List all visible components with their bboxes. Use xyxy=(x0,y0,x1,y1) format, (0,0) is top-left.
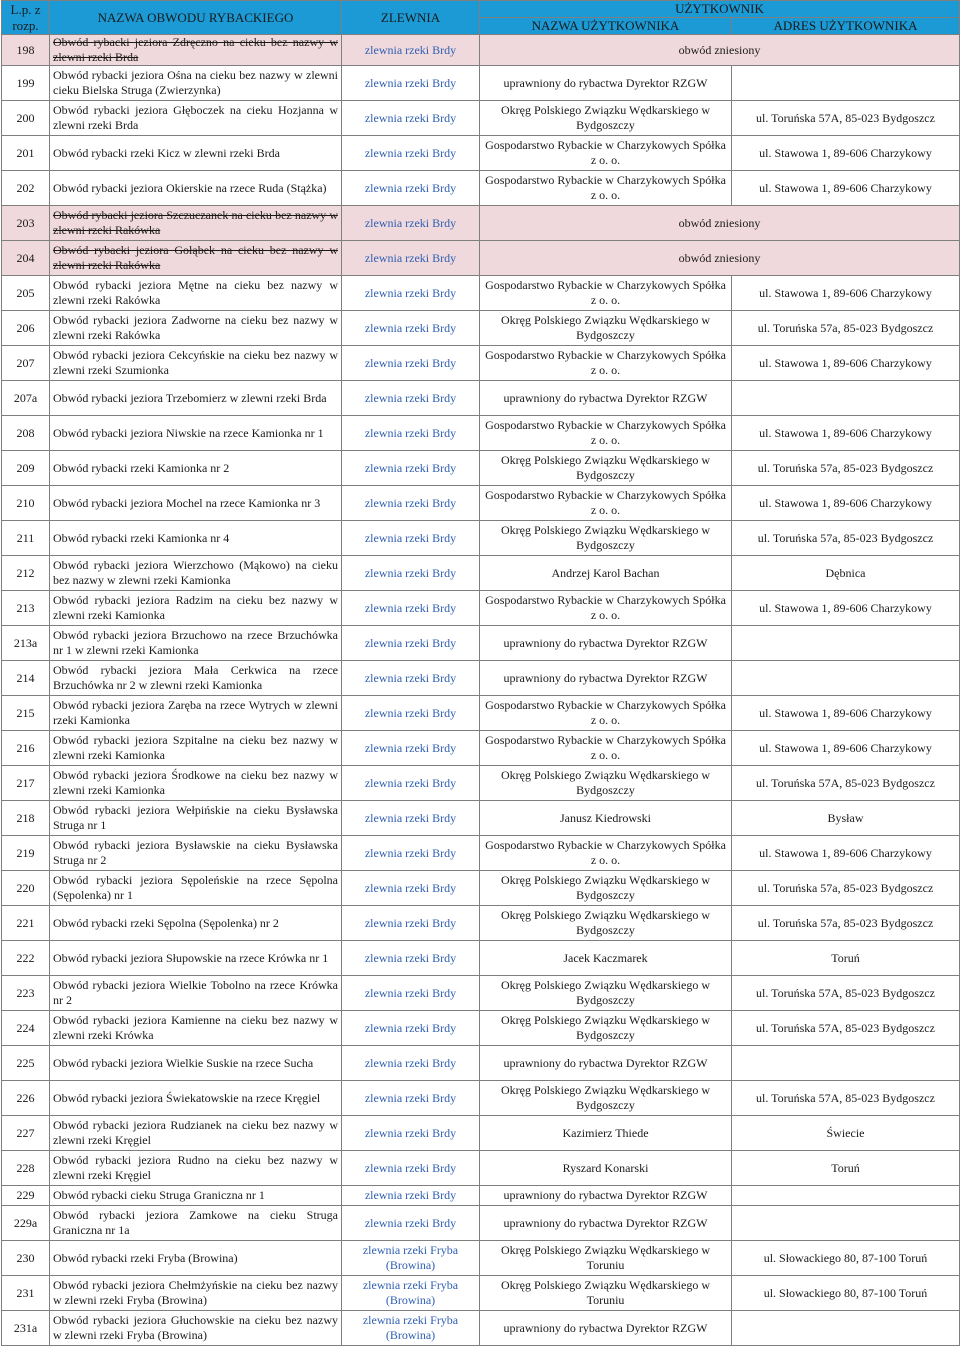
district-name: Obwód rybacki jeziora Świekatowskie na rzece Kręgiel xyxy=(50,1081,342,1116)
row-number: 223 xyxy=(2,976,50,1011)
user-address: ul. Toruńska 57a, 85-023 Bydgoszcz xyxy=(732,871,960,906)
table-row xyxy=(2,1081,960,1116)
user-name: uprawniony do rybactwa Dyrektor RZGW xyxy=(480,1046,732,1081)
catchment: zlewnia rzeki Brdy xyxy=(342,1046,480,1081)
catchment: zlewnia rzeki Brdy xyxy=(342,66,480,101)
district-name: Obwód rybacki jeziora Cekcyńskie na cieku bez nazwy w zlewni rzeki Szumionka xyxy=(50,346,342,381)
table-row xyxy=(2,836,960,871)
district-name: Obwód rybacki jeziora Wełpińskie na cieku Bysławska Struga nr 1 xyxy=(50,801,342,836)
user-address: ul. Toruńska 57A, 85-023 Bydgoszcz xyxy=(732,976,960,1011)
user-name: Gospodarstwo Rybackie w Charzykowych Spółka z o. o. xyxy=(480,696,732,731)
catchment: zlewnia rzeki Brdy xyxy=(342,906,480,941)
catchment: zlewnia rzeki Fryba (Browina) xyxy=(342,1241,480,1276)
row-number: 215 xyxy=(2,696,50,731)
user-name: Okręg Polskiego Związku Wędkarskiego w Bydgoszczy xyxy=(480,871,732,906)
table-row xyxy=(2,556,960,591)
row-number: 229 xyxy=(2,1186,50,1206)
user-address: ul. Toruńska 57a, 85-023 Bydgoszcz xyxy=(732,521,960,556)
district-name: Obwód rybacki jeziora Brzuchowo na rzece Brzuchówka nr 1 w zlewni rzeki Kamionka xyxy=(50,626,342,661)
district-name: Obwód rybacki rzeki Sępolna (Sępolenka) nr 2 xyxy=(50,906,342,941)
district-name: Obwód rybacki jeziora Zdręczno na cieku bez nazwy w zlewni rzeki Brda xyxy=(50,35,342,66)
row-number: 231 xyxy=(2,1276,50,1311)
user-name: uprawniony do rybactwa Dyrektor RZGW xyxy=(480,661,732,696)
user-address: ul. Stawowa 1, 89-606 Charzykowy xyxy=(732,276,960,311)
catchment: zlewnia rzeki Brdy xyxy=(342,35,480,66)
catchment: zlewnia rzeki Brdy xyxy=(342,1011,480,1046)
district-name: Obwód rybacki jeziora Wierzchowo (Mąkowo) na cieku bez nazwy w zlewni rzeki Kamionka xyxy=(50,556,342,591)
catchment: zlewnia rzeki Brdy xyxy=(342,696,480,731)
user-name: uprawniony do rybactwa Dyrektor RZGW xyxy=(480,1206,732,1241)
catchment: zlewnia rzeki Brdy xyxy=(342,206,480,241)
catchment: zlewnia rzeki Brdy xyxy=(342,661,480,696)
table-row-removed xyxy=(2,206,960,241)
catchment: zlewnia rzeki Brdy xyxy=(342,381,480,416)
catchment: zlewnia rzeki Brdy xyxy=(342,311,480,346)
district-name: Obwód rybacki jeziora Zadworne na cieku bez nazwy w zlewni rzeki Rakówka xyxy=(50,311,342,346)
catchment: zlewnia rzeki Brdy xyxy=(342,626,480,661)
catchment: zlewnia rzeki Brdy xyxy=(342,836,480,871)
district-name: Obwód rybacki jeziora Sępoleńskie na rzece Sępolna (Sępolenka) nr 1 xyxy=(50,871,342,906)
user-name: Ryszard Konarski xyxy=(480,1151,732,1186)
user-address xyxy=(732,626,960,661)
user-address: ul. Toruńska 57A, 85-023 Bydgoszcz xyxy=(732,101,960,136)
district-name: Obwód rybacki jeziora Radzim na cieku bez nazwy w zlewni rzeki Kamionka xyxy=(50,591,342,626)
table-row xyxy=(2,766,960,801)
table-row xyxy=(2,906,960,941)
table-row xyxy=(2,731,960,766)
row-number: 209 xyxy=(2,451,50,486)
user-name: uprawniony do rybactwa Dyrektor RZGW xyxy=(480,66,732,101)
table-row xyxy=(2,136,960,171)
user-address xyxy=(732,381,960,416)
row-number: 216 xyxy=(2,731,50,766)
catchment: zlewnia rzeki Brdy xyxy=(342,521,480,556)
district-name: Obwód rybacki rzeki Kamionka nr 4 xyxy=(50,521,342,556)
row-number: 224 xyxy=(2,1011,50,1046)
user-name: Gospodarstwo Rybackie w Charzykowych Spółka z o. o. xyxy=(480,276,732,311)
user-name: Kazimierz Thiede xyxy=(480,1116,732,1151)
row-number: 212 xyxy=(2,556,50,591)
district-name: Obwód rybacki jeziora Głuchowskie na cieku bez nazwy w zlewni rzeki Fryba (Browina) xyxy=(50,1311,342,1346)
user-name: Okręg Polskiego Związku Wędkarskiego w Bydgoszczy xyxy=(480,521,732,556)
user-name: Gospodarstwo Rybackie w Charzykowych Spółka z o. o. xyxy=(480,136,732,171)
table-row xyxy=(2,696,960,731)
row-number: 218 xyxy=(2,801,50,836)
district-name: Obwód rybacki jeziora Gołąbek na cieku bez nazwy w zlewni rzeki Rakówka xyxy=(50,241,342,276)
table-row xyxy=(2,661,960,696)
district-name: Obwód rybacki jeziora Głęboczek na cieku Hozjanna w zlewni rzeki Brda xyxy=(50,101,342,136)
user-address: ul. Toruńska 57A, 85-023 Bydgoszcz xyxy=(732,766,960,801)
district-name: Obwód rybacki jeziora Rudzianek na cieku bez nazwy w zlewni rzeki Kręgiel xyxy=(50,1116,342,1151)
table-row xyxy=(2,1011,960,1046)
district-name: Obwód rybacki cieku Struga Graniczna nr 1 xyxy=(50,1186,342,1206)
user-name: Jacek Kaczmarek xyxy=(480,941,732,976)
row-number: 204 xyxy=(2,241,50,276)
catchment: zlewnia rzeki Brdy xyxy=(342,871,480,906)
district-name: Obwód rybacki jeziora Chełmżyńskie na cieku bez nazwy w zlewni rzeki Fryba (Browina) xyxy=(50,1276,342,1311)
user-address: Dębnica xyxy=(732,556,960,591)
catchment: zlewnia rzeki Fryba (Browina) xyxy=(342,1276,480,1311)
user-name: Okręg Polskiego Związku Wędkarskiego w Bydgoszczy xyxy=(480,766,732,801)
row-number: 199 xyxy=(2,66,50,101)
table-row xyxy=(2,801,960,836)
district-name: Obwód rybacki jeziora Rudno na cieku bez nazwy w zlewni rzeki Kręgiel xyxy=(50,1151,342,1186)
table-row xyxy=(2,311,960,346)
catchment: zlewnia rzeki Brdy xyxy=(342,556,480,591)
catchment: zlewnia rzeki Brdy xyxy=(342,1206,480,1241)
user-name: Gospodarstwo Rybackie w Charzykowych Spółka z o. o. xyxy=(480,591,732,626)
user-address: ul. Słowackiego 80, 87-100 Toruń xyxy=(732,1241,960,1276)
catchment: zlewnia rzeki Brdy xyxy=(342,1081,480,1116)
row-number: 198 xyxy=(2,35,50,66)
table-row-removed xyxy=(2,35,960,66)
district-name: Obwód rybacki jeziora Zamkowe na cieku Struga Graniczna nr 1a xyxy=(50,1206,342,1241)
user-name: Gospodarstwo Rybackie w Charzykowych Spółka z o. o. xyxy=(480,416,732,451)
user-address: ul. Toruńska 57a, 85-023 Bydgoszcz xyxy=(732,906,960,941)
table-row xyxy=(2,1276,960,1311)
district-name: Obwód rybacki jeziora Bysławskie na cieku Bysławska Struga nr 2 xyxy=(50,836,342,871)
user-address: ul. Stawowa 1, 89-606 Charzykowy xyxy=(732,486,960,521)
user-address: ul. Stawowa 1, 89-606 Charzykowy xyxy=(732,836,960,871)
catchment: zlewnia rzeki Brdy xyxy=(342,101,480,136)
user-address: ul. Toruńska 57a, 85-023 Bydgoszcz xyxy=(732,311,960,346)
table-row xyxy=(2,1046,960,1081)
user-address: ul. Stawowa 1, 89-606 Charzykowy xyxy=(732,731,960,766)
row-number: 201 xyxy=(2,136,50,171)
row-number: 206 xyxy=(2,311,50,346)
table-row xyxy=(2,1151,960,1186)
user-name: Gospodarstwo Rybackie w Charzykowych Spółka z o. o. xyxy=(480,486,732,521)
row-number: 213a xyxy=(2,626,50,661)
row-number: 205 xyxy=(2,276,50,311)
district-name: Obwód rybacki jeziora Okierskie na rzece Ruda (Stążka) xyxy=(50,171,342,206)
table-row-removed xyxy=(2,241,960,276)
table-row xyxy=(2,941,960,976)
row-number: 227 xyxy=(2,1116,50,1151)
row-number: 228 xyxy=(2,1151,50,1186)
user-address xyxy=(732,661,960,696)
district-name: Obwód rybacki jeziora Ośna na cieku bez nazwy w zlewni cieku Bielska Struga (Zwierzynka) xyxy=(50,66,342,101)
user-name: Okręg Polskiego Związku Wędkarskiego w Bydgoszczy xyxy=(480,451,732,486)
user-name: Okręg Polskiego Związku Wędkarskiego w Bydgoszczy xyxy=(480,311,732,346)
table-row xyxy=(2,1116,960,1151)
status-removed: obwód zniesiony xyxy=(480,206,960,241)
row-number: 219 xyxy=(2,836,50,871)
table-row xyxy=(2,1311,960,1346)
district-name: Obwód rybacki rzeki Kicz w zlewni rzeki Brda xyxy=(50,136,342,171)
user-address: ul. Stawowa 1, 89-606 Charzykowy xyxy=(732,136,960,171)
user-address: Toruń xyxy=(732,941,960,976)
row-number: 222 xyxy=(2,941,50,976)
catchment: zlewnia rzeki Brdy xyxy=(342,276,480,311)
user-name: Okręg Polskiego Związku Wędkarskiego w Toruniu xyxy=(480,1276,732,1311)
header-nazwa-obwodu: NAZWA OBWODU RYBACKIEGO xyxy=(50,1,342,35)
user-address: ul. Stawowa 1, 89-606 Charzykowy xyxy=(732,346,960,381)
catchment: zlewnia rzeki Brdy xyxy=(342,801,480,836)
district-name: Obwód rybacki jeziora Mętne na cieku bez nazwy w zlewni rzeki Rakówka xyxy=(50,276,342,311)
table-header xyxy=(2,1,960,35)
user-address: ul. Toruńska 57A, 85-023 Bydgoszcz xyxy=(732,1011,960,1046)
user-address: Toruń xyxy=(732,1151,960,1186)
status-removed: obwód zniesiony xyxy=(480,35,960,66)
district-name: Obwód rybacki jeziora Wielkie Tobolno na rzece Krówka nr 2 xyxy=(50,976,342,1011)
row-number: 207 xyxy=(2,346,50,381)
table-body xyxy=(2,35,960,1346)
district-name: Obwód rybacki rzeki Fryba (Browina) xyxy=(50,1241,342,1276)
row-number: 225 xyxy=(2,1046,50,1081)
row-number: 208 xyxy=(2,416,50,451)
row-number: 214 xyxy=(2,661,50,696)
header-lp: L.p. z rozp. xyxy=(2,1,50,35)
user-name: uprawniony do rybactwa Dyrektor RZGW xyxy=(480,381,732,416)
table-row xyxy=(2,626,960,661)
catchment: zlewnia rzeki Brdy xyxy=(342,416,480,451)
catchment: zlewnia rzeki Brdy xyxy=(342,136,480,171)
catchment: zlewnia rzeki Brdy xyxy=(342,1116,480,1151)
row-number: 202 xyxy=(2,171,50,206)
user-name: uprawniony do rybactwa Dyrektor RZGW xyxy=(480,626,732,661)
user-address: ul. Stawowa 1, 89-606 Charzykowy xyxy=(732,171,960,206)
row-number: 231a xyxy=(2,1311,50,1346)
district-name: Obwód rybacki jeziora Trzebomierz w zlewni rzeki Brda xyxy=(50,381,342,416)
status-removed: obwód zniesiony xyxy=(480,241,960,276)
row-number: 203 xyxy=(2,206,50,241)
catchment: zlewnia rzeki Brdy xyxy=(342,171,480,206)
table-row xyxy=(2,976,960,1011)
user-name: Okręg Polskiego Związku Wędkarskiego w Bydgoszczy xyxy=(480,101,732,136)
row-number: 221 xyxy=(2,906,50,941)
catchment: zlewnia rzeki Brdy xyxy=(342,976,480,1011)
table-row xyxy=(2,171,960,206)
district-name: Obwód rybacki jeziora Szczuczanek na cieku bez nazwy w zlewni rzeki Rakówka xyxy=(50,206,342,241)
table-row xyxy=(2,101,960,136)
user-address: Świecie xyxy=(732,1116,960,1151)
catchment: zlewnia rzeki Brdy xyxy=(342,241,480,276)
fishing-districts-table xyxy=(1,0,960,1346)
row-number: 226 xyxy=(2,1081,50,1116)
table-row xyxy=(2,1186,960,1206)
user-address: ul. Stawowa 1, 89-606 Charzykowy xyxy=(732,416,960,451)
catchment: zlewnia rzeki Brdy xyxy=(342,591,480,626)
district-name: Obwód rybacki jeziora Zaręba na rzece Wytrych w zlewni rzeki Kamionka xyxy=(50,696,342,731)
table-row xyxy=(2,66,960,101)
user-name: Gospodarstwo Rybackie w Charzykowych Spółka z o. o. xyxy=(480,346,732,381)
user-name: Gospodarstwo Rybackie w Charzykowych Spółka z o. o. xyxy=(480,731,732,766)
district-name: Obwód rybacki jeziora Kamienne na cieku bez nazwy w zlewni rzeki Krówka xyxy=(50,1011,342,1046)
row-number: 200 xyxy=(2,101,50,136)
catchment: zlewnia rzeki Brdy xyxy=(342,1186,480,1206)
district-name: Obwód rybacki jeziora Mochel na rzece Kamionka nr 3 xyxy=(50,486,342,521)
district-name: Obwód rybacki jeziora Środkowe na cieku bez nazwy w zlewni rzeki Kamionka xyxy=(50,766,342,801)
district-name: Obwód rybacki rzeki Kamionka nr 2 xyxy=(50,451,342,486)
user-name: Okręg Polskiego Związku Wędkarskiego w Toruniu xyxy=(480,1241,732,1276)
district-name: Obwód rybacki jeziora Szpitalne na cieku bez nazwy w zlewni rzeki Kamionka xyxy=(50,731,342,766)
table-row xyxy=(2,416,960,451)
user-address: ul. Toruńska 57a, 85-023 Bydgoszcz xyxy=(732,451,960,486)
table-row xyxy=(2,591,960,626)
table-row xyxy=(2,451,960,486)
table-row xyxy=(2,486,960,521)
user-address xyxy=(732,1046,960,1081)
user-name: Okręg Polskiego Związku Wędkarskiego w Bydgoszczy xyxy=(480,976,732,1011)
catchment: zlewnia rzeki Brdy xyxy=(342,486,480,521)
row-number: 220 xyxy=(2,871,50,906)
row-number: 229a xyxy=(2,1206,50,1241)
district-name: Obwód rybacki jeziora Wielkie Suskie na rzece Sucha xyxy=(50,1046,342,1081)
row-number: 217 xyxy=(2,766,50,801)
district-name: Obwód rybacki jeziora Słupowskie na rzece Krówka nr 1 xyxy=(50,941,342,976)
header-zlewnia: ZLEWNIA xyxy=(342,1,480,35)
user-address xyxy=(732,1186,960,1206)
header-nazwa-uzytkownika: NAZWA UŻYTKOWNIKA xyxy=(480,18,732,35)
table-row xyxy=(2,346,960,381)
user-address xyxy=(732,1206,960,1241)
user-name: Okręg Polskiego Związku Wędkarskiego w Bydgoszczy xyxy=(480,1011,732,1046)
table-row xyxy=(2,871,960,906)
user-address: ul. Stawowa 1, 89-606 Charzykowy xyxy=(732,696,960,731)
user-address: ul. Stawowa 1, 89-606 Charzykowy xyxy=(732,591,960,626)
user-address xyxy=(732,1311,960,1346)
user-name: uprawniony do rybactwa Dyrektor RZGW xyxy=(480,1186,732,1206)
table-row xyxy=(2,1206,960,1241)
catchment: zlewnia rzeki Brdy xyxy=(342,766,480,801)
district-name: Obwód rybacki jeziora Mała Cerkwica na rzece Brzuchówka nr 2 w zlewni rzeki Kamionka xyxy=(50,661,342,696)
catchment: zlewnia rzeki Brdy xyxy=(342,1151,480,1186)
header-uzytkownik: UŻYTKOWNIK xyxy=(480,1,960,18)
catchment: zlewnia rzeki Brdy xyxy=(342,941,480,976)
table-row xyxy=(2,276,960,311)
user-name: Andrzej Karol Bachan xyxy=(480,556,732,591)
row-number: 211 xyxy=(2,521,50,556)
catchment: zlewnia rzeki Brdy xyxy=(342,731,480,766)
user-address: Bysław xyxy=(732,801,960,836)
user-name: Okręg Polskiego Związku Wędkarskiego w Bydgoszczy xyxy=(480,906,732,941)
row-number: 207a xyxy=(2,381,50,416)
table-row xyxy=(2,1241,960,1276)
district-name: Obwód rybacki jeziora Niwskie na rzece Kamionka nr 1 xyxy=(50,416,342,451)
catchment: zlewnia rzeki Brdy xyxy=(342,346,480,381)
header-adres-uzytkownika: ADRES UŻYTKOWNIKA xyxy=(732,18,960,35)
user-name: Okręg Polskiego Związku Wędkarskiego w Bydgoszczy xyxy=(480,1081,732,1116)
row-number: 230 xyxy=(2,1241,50,1276)
table-row xyxy=(2,521,960,556)
catchment: zlewnia rzeki Fryba (Browina) xyxy=(342,1311,480,1346)
user-name: uprawniony do rybactwa Dyrektor RZGW xyxy=(480,1311,732,1346)
user-address: ul. Toruńska 57A, 85-023 Bydgoszcz xyxy=(732,1081,960,1116)
user-name: Janusz Kiedrowski xyxy=(480,801,732,836)
table-row xyxy=(2,381,960,416)
catchment: zlewnia rzeki Brdy xyxy=(342,451,480,486)
row-number: 213 xyxy=(2,591,50,626)
user-address: ul. Słowackiego 80, 87-100 Toruń xyxy=(732,1276,960,1311)
user-name: Gospodarstwo Rybackie w Charzykowych Spółka z o. o. xyxy=(480,171,732,206)
row-number: 210 xyxy=(2,486,50,521)
user-address xyxy=(732,66,960,101)
user-name: Gospodarstwo Rybackie w Charzykowych Spółka z o. o. xyxy=(480,836,732,871)
